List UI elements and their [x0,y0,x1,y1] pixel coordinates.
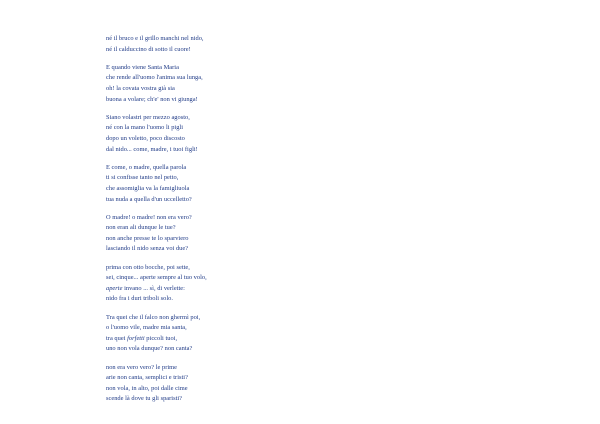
poem-line: che rende all'uomo l'anima sua lunga, [106,74,203,82]
poem-line: né il bruco e il grillo manchi nel nido, [106,35,204,42]
stanza [106,213,406,255]
stanza [106,363,406,405]
poem-line: nido fra i duri triboli solo. [106,295,173,303]
stanza [106,113,406,155]
poem-line: prima con otto bocche, poi sette, [106,263,190,271]
poem-line: Tra quei che il falco non ghermì poi, [106,313,201,321]
poem-line: O madre! o madre! non era vero? [106,213,192,221]
poem-line: tua nuda a quella d'un uccelletto? [106,195,192,203]
poem-line: che assomiglia va la famigliuola [106,184,190,192]
poem-line: oh! la covata vostra già sia [106,84,175,92]
poem-line: Siano volastri per mezzo agosto, [106,113,190,121]
poem-line: E quando viene Santa Maria [106,63,179,71]
poem-line-start: tra quei [106,334,128,342]
poem-line: né con la mano l'uomo li pigli [106,124,184,132]
poem-line: non vola, in alto, poi dalle cime [106,384,188,392]
stanza [106,163,406,205]
poem-line: sei, cinque... aperte sempre al tuo volo, [106,274,207,282]
poem-line: dopo un voletto, poco discosto [106,134,185,142]
stanza [106,63,406,105]
poem-line-rest: invano ... sì, di verlette: [122,284,185,292]
poem-line: ti si confisse tanto nel petto, [106,174,179,182]
poem-line: lasciando il nido senza voi due? [106,245,189,253]
poem-line: arie non canta, semplici e tristi? [106,374,188,382]
poem-line: E come, o madre, quella parola [106,163,187,171]
stanza [106,263,406,305]
poem-line: dal nido... come, madre, i tuoi figli! [106,145,198,153]
poem-line: non era vero vero? le prime [106,363,177,371]
stanza [106,313,406,355]
poem-line: non eran ali dunque le tue? [106,224,176,232]
poem-line: né il calduccino di sotto il cuore! [106,45,191,53]
poem-line: buona a volare; ch'e' non vi giunga! [106,95,198,103]
poem-line-italic-start [106,284,406,295]
italic-word: forfetti [127,334,145,342]
poem-line: non anche presse te lo sparviero [106,234,189,242]
poem-line-with-italic [106,334,406,345]
poem-text [106,34,406,413]
poem-line-rest: piccoli tuoi, [144,334,178,342]
italic-word: aperte [106,284,123,292]
stanza [106,34,406,55]
poem-line: o l'uomo vile, madre mia santa, [106,324,187,332]
poem-line: scende là dove tu gli sparisti? [106,395,183,403]
poem-line: uno non vola dunque? non canta? [106,345,193,353]
